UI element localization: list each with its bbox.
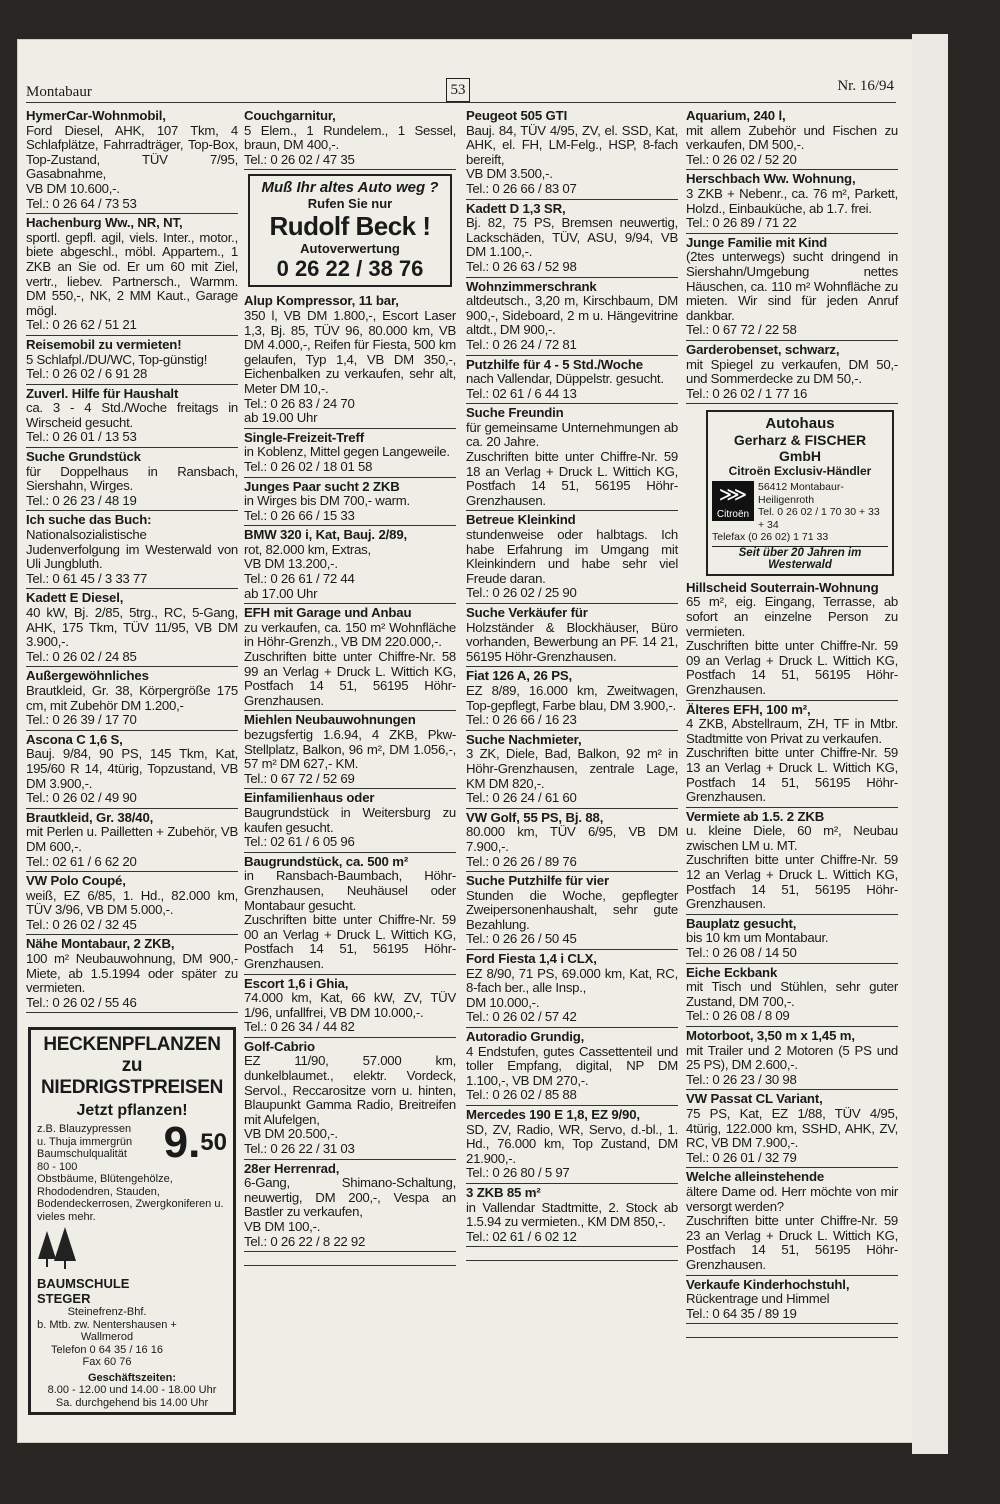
ad-text: mit Spiegel zu verkaufen, DM 50,- und Sommerdecke zu DM 50,-. Tel.: 0 26 02 / 1 77 16 — [686, 356, 898, 401]
autohaus-tagline: Citroën Exclusiv-Händler — [728, 464, 872, 479]
ad-headline: Wohnzimmerschrank — [466, 278, 597, 294]
ad-text: bezugsfertig 1.6.94, 4 ZKB, Pkw-Stellplatz, Balkon, 96 m², DM 1.056,-, 57 m² DM 627,- KM. Tel.: 0 67 72 / 52 69 — [244, 727, 456, 786]
classified-ad — [686, 108, 898, 170]
ad-headline: Betreue Kleinkind — [466, 512, 576, 528]
divider — [686, 1325, 898, 1338]
classified-ad — [686, 235, 898, 341]
ad-list — [26, 108, 238, 1013]
ad-text: weiß, EZ 6/85, 1. Hd., 82.000 km, TÜV 3/96, VB DM 5.000,-. Tel.: 0 26 02 / 32 45 — [26, 887, 238, 932]
ad-headline: Mercedes 190 E 1,8, EZ 9/90, — [466, 1107, 640, 1122]
ad-headline: HymerCar-Wohnmobil, — [26, 108, 166, 123]
classified-ad — [466, 810, 678, 872]
ad-headline: Baugrundstück, ca. 500 m² — [244, 853, 409, 869]
ad-text: in Wirges bis DM 700,- warm. Tel.: 0 26 66 / 15 33 — [244, 493, 410, 523]
ad-text: 3 ZK, Diele, Bad, Balkon, 92 m² in Höhr-Grenzhausen, zentrale Lage, KM DM 820,-. Tel.: 0 26 24 / 61 60 — [466, 746, 678, 806]
ad-list — [244, 293, 456, 1252]
beck-line2: Rufen Sie nur — [307, 196, 393, 212]
ad-text: 4 Endstufen, gutes Cassettenteil und toller Empfang, digital, NP DM 1.100,-, VB DM 270,-. Tel.: 0 26 02 / 85 88 — [466, 1043, 678, 1103]
classified-ad — [26, 449, 238, 511]
beck-ad — [248, 174, 452, 287]
classified-ad — [26, 512, 238, 589]
ad-headline: Ich suche das Buch: — [26, 512, 152, 528]
ad-headline: Aquarium, 240 l, — [686, 108, 786, 123]
ad-headline: Golf-Cabrio — [244, 1038, 315, 1054]
autohaus-address: 56412 Montabaur-Heiligenroth Tel. 0 26 02 / 1 70 30 + 33 + 34 Telefax (0 26 02) 1 71 33 — [712, 481, 880, 544]
classified-ad — [686, 1091, 898, 1168]
ad-text: SD, ZV, Radio, WR, Servo, d.-bl., 1. Hd., 76.000 km, Top Zustand, DM 21.900,-. Tel.: 0 26 80 / 5 97 — [466, 1121, 678, 1181]
ad-text: mit Perlen u. Pailletten + Zubehör, VB DM 600,-. Tel.: 02 61 / 6 62 20 — [26, 824, 238, 869]
ad-text: 65 m², eig. Eingang, Terrasse, ab sofort an einzelne Person zu vermieten. Zuschriften bitte unter Chiffre-Nr. 59 09 an Verlag + Druck L. Wittich KG, Postfach 14 51, 56195 Höhr-Grenzhausen. — [686, 594, 898, 697]
classified-ad — [26, 873, 238, 935]
ad-text: stundenweise oder halbtags. Ich habe Erfahrung im Umgang mit Kleinkindern und habe sehr viel Freude daran. Tel.: 0 26 02 / 25 90 — [466, 527, 678, 601]
classified-ad — [466, 668, 678, 730]
ad-text: in Vallendar Stadtmitte, 2. Stock ab 1.5.94 zu vermieten., KM DM 850,-. Tel.: 02 61 / 6 02 12 — [466, 1199, 678, 1244]
hecken-firm: BAUMSCHULE STEGER — [37, 1276, 130, 1307]
ad-headline: Reisemobil zu vermieten! — [26, 336, 182, 352]
ad-text: Nationalsozialistische Judenverfolgung im Westerwald von Uli Jungbluth. Tel.: 0 61 45 / 3 33 77 — [26, 527, 238, 586]
ad-headline: Ford Fiesta 1,4 i CLX, — [466, 951, 597, 967]
ad-headline: 3 ZKB 85 m² — [466, 1184, 541, 1200]
classified-ad — [686, 1277, 898, 1325]
ad-text: sportl. gepfl. agil, viels. Inter., motor., biete abgeschl., möbl. Appartem., 1 ZKB an Sie od. Er um 60 mit Ziel, vertr., liebev. Partnersch., Warmm. DM 550,-, NK, 2 MM Kaut., Garage mögl. Tel.: 0 26 62 / 51 21 — [26, 229, 238, 333]
column-3 — [466, 108, 678, 1261]
ad-text: zu verkaufen, ca. 150 m² Wohnfläche in Höhr-Grenzh., VB DM 220.000,-. Zuschriften bitte unter Chiffre-Nr. 58 99 an Verlag + Druck L. Wittich KG, Postfach 14 51, 56195 Höhr-Grenzhausen. — [244, 619, 456, 708]
ad-text: rot, 82.000 km, Extras, VB DM 13.200,-. Tel.: 0 26 61 / 72 44 ab 17.00 Uhr — [244, 541, 371, 601]
ad-text: altdeutsch., 3,20 m, Kirschbaum, DM 900,-, Sideboard, 2 m u. Hängevitrine altdt., DM 900,-. Tel.: 0 26 24 / 72 81 — [466, 293, 678, 352]
ad-headline: Älteres EFH, 100 m², — [686, 701, 811, 717]
classified-ad — [244, 854, 456, 975]
classified-ad — [244, 430, 456, 478]
header-rule — [26, 102, 896, 103]
ad-text: Bj. 82, 75 PS, Bremsen neuwertig, Lackschäden, TÜV, ASU, 9/94, VB DM 1.100,-. Tel.: 0 26 63 / 52 98 — [466, 215, 678, 274]
issue-number: Nr. 16/94 — [837, 78, 894, 94]
classified-ad — [466, 512, 678, 604]
classified-ad — [244, 712, 456, 789]
classified-ad — [26, 732, 238, 809]
autohaus-ad — [706, 410, 894, 576]
ad-list — [686, 580, 898, 1325]
ad-text: EZ 8/90, 71 PS, 69.000 km, Kat, RC, 8-fach ber., alle Insp., DM 10.000,-. Tel.: 0 26 02 / 57 42 — [466, 965, 678, 1025]
beck-line1: Muß Ihr altes Auto weg ? — [261, 179, 439, 197]
beck-phone: 0 26 22 / 38 76 — [276, 256, 424, 282]
ad-headline: Suche Freundin — [466, 405, 564, 421]
ad-list — [686, 108, 898, 404]
ad-text: ca. 3 - 4 Std./Woche freitags in Wirscheid gesucht. Tel.: 0 26 01 / 13 53 — [26, 400, 238, 445]
ad-text: in Ransbach-Baumbach, Höhr-Grenzhausen, Neuhäusel oder Montabaur gesucht. Zuschriften bitte unter Chiffre-Nr. 59 00 an Verlag + Druck L. Wittich KG, Postfach 14 51, 56195 Höhr-Grenzhausen. — [244, 868, 456, 971]
header-town: Montabaur — [26, 84, 92, 100]
classified-ad — [26, 386, 238, 448]
ad-headline: VW Polo Coupé, — [26, 873, 126, 889]
ad-text: mit allem Zubehör und Fischen zu verkaufen, DM 500,-. Tel.: 0 26 02 / 52 20 — [686, 122, 898, 167]
ad-headline: Miehlen Neubauwohnungen — [244, 712, 416, 728]
ad-headline: Autoradio Grundig, — [466, 1029, 585, 1045]
classified-ad — [26, 337, 238, 385]
classified-ad — [244, 1161, 456, 1253]
citroen-logo-icon: ⋙ Citroën — [712, 481, 754, 521]
classified-ad — [244, 790, 456, 852]
classified-ad — [26, 810, 238, 872]
ad-text: mit Trailer und 2 Motoren (5 PS und 25 PS), DM 2.600,-. Tel.: 0 26 23 / 30 98 — [686, 1042, 898, 1087]
hecken-example: z.B. Blauzypressen u. Thuja immergrün Baumschulqualität 80 - 100 — [37, 1123, 133, 1173]
classified-ad — [466, 1185, 678, 1247]
ad-text: in Koblenz, Mittel gegen Langeweile. Tel.: 0 26 02 / 18 01 58 — [244, 444, 450, 474]
ad-text: Bauj. 84, TÜV 4/95, ZV, el. SSD, Kat, AHK, el. FH, LM-Felg., HSP, 8-fach bereift, VB DM 3.500,-. Tel.: 0 26 66 / 83 07 — [466, 122, 678, 196]
hecken-address: Steinefrenz-Bhf. b. Mtb. zw. Nentershausen + Wallmerod Telefon 0 64 35 / 16 16 Fax 60 76 — [37, 1306, 177, 1369]
classified-ad — [686, 171, 898, 233]
ad-text: 75 PS, Kat, EZ 1/88, TÜV 4/95, 4türig, 122.000 km, SSHD, AHK, ZV, RC, VB DM 7.900,-. Tel.: 0 26 01 / 32 79 — [686, 1105, 898, 1165]
ad-headline: Suche Nachmieter, — [466, 731, 582, 747]
hecken-subtitle: zu NIEDRIGSTPREISEN — [40, 1055, 224, 1099]
ad-headline: Junges Paar sucht 2 ZKB — [244, 478, 400, 494]
newspaper-page — [18, 40, 920, 1442]
classified-ad — [686, 1169, 898, 1275]
divider — [244, 1253, 456, 1266]
classified-ad — [686, 342, 898, 404]
hecken-title: HECKENPFLANZEN — [43, 1034, 221, 1056]
page-number: 53 — [446, 78, 470, 102]
hecken-slogan: Jetzt pflanzen! — [76, 1102, 188, 1120]
ad-headline: Einfamilienhaus oder — [244, 790, 375, 806]
ad-text: 5 Elem., 1 Rundelem., 1 Sessel, braun, DM 400,-. Tel.: 0 26 02 / 47 35 — [244, 122, 456, 167]
beck-line4: Autoverwertung — [300, 241, 400, 257]
hecken-hours: 8.00 - 12.00 und 14.00 - 18.00 Uhr Sa. durchgehend bis 14.00 Uhr — [47, 1384, 217, 1409]
classified-ad — [26, 215, 238, 336]
hecken-hours-title: Geschäftszeiten: — [87, 1371, 177, 1384]
ad-text: EZ 8/89, 16.000 km, Zweitwagen, Top-gepflegt, Farbe blau, DM 3.900,-. Tel.: 0 26 66 / 16 23 — [466, 682, 678, 728]
ad-headline: Welche alleinstehende — [686, 1169, 825, 1185]
divider — [466, 1248, 678, 1261]
classified-ad — [686, 702, 898, 808]
classified-ad — [26, 668, 238, 730]
ad-headline: Single-Freizeit-Treff — [244, 429, 364, 445]
classified-ad — [466, 873, 678, 950]
ad-text: für Doppelhaus in Ransbach, Siershahn, Wirges. Tel.: 0 26 23 / 48 19 — [26, 463, 238, 508]
classified-ad — [244, 976, 456, 1038]
classified-ad — [466, 405, 678, 511]
ad-text: ältere Dame od. Herr möchte von mir versorgt werden? Zuschriften bitte unter Chiffre-Nr. 59 23 an Verlag + Druck L. Wittich KG, Postfach 14 51, 56195 Höhr-Grenzhausen. — [686, 1183, 898, 1272]
ad-headline: Brautkleid, Gr. 38/40, — [26, 809, 154, 825]
column-2 — [244, 108, 456, 1266]
hecken-ad — [28, 1027, 236, 1415]
ad-text: 80.000 km, TÜV 6/95, VB DM 7.900,-. Tel.: 0 26 26 / 89 76 — [466, 824, 678, 869]
classified-ad — [244, 527, 456, 604]
price-main: 9. — [163, 1118, 201, 1168]
ad-headline: Kadett E Diesel, — [26, 590, 124, 606]
ad-text: (2tes unterwegs) sucht dringend in Siershahn/Umgebung nettes Häuschen, ca. 110 m² Wohnfläche zu mieten. Wir sind für jeden Anruf dankbar. Tel.: 0 67 72 / 22 58 — [686, 249, 898, 338]
ad-headline: BMW 320 i, Kat, Bauj. 2/89, — [244, 527, 408, 543]
ad-headline: Motorboot, 3,50 m x 1,45 m, — [686, 1028, 855, 1043]
ad-headline: Herschbach Ww. Wohnung, — [686, 171, 856, 187]
classified-ad — [466, 951, 678, 1028]
classified-ad — [466, 201, 678, 278]
ad-headline: Fiat 126 A, 26 PS, — [466, 668, 573, 684]
ad-headline: VW Golf, 55 PS, Bj. 88, — [466, 809, 604, 825]
classified-ad — [466, 357, 678, 405]
autohaus-slogan: Seit über 20 Jahren im Westerwald — [712, 546, 888, 571]
ad-text: 4 ZKB, Abstellraum, ZH, TF in Mtbr. Stadtmitte von Privat zu verkaufen. Zuschriften bitte unter Chiffre-Nr. 59 13 an Verlag + Druck L. Wittich KG, Postfach 14 51, 56195 Höhr-Grenzhausen. — [686, 716, 898, 805]
classified-ad — [244, 1039, 456, 1160]
classified-ad — [26, 590, 238, 667]
ad-headline: Couchgarnitur, — [244, 108, 336, 123]
column-1 — [26, 108, 238, 1415]
ad-text: 74.000 km, Kat, 66 kW, ZV, TÜV 1/96, unfallfrei, VB DM 10.000,-. Tel.: 0 26 34 / 44 82 — [244, 990, 456, 1035]
ad-headline: Junge Familie mit Kind — [686, 234, 828, 250]
ad-text: bis 10 km um Montabaur. Tel.: 0 26 08 / 14 50 — [686, 930, 829, 961]
ad-text: mit Tisch und Stühlen, sehr guter Zustand, DM 700,-. Tel.: 0 26 08 / 8 09 — [686, 979, 898, 1024]
ad-text: 350 l, VB DM 1.800,-, Escort Laser 1,3, Bj. 85, TÜV 96, 80.000 km, VB DM 4.000,-, Reifen für Fiesta, 500 km gelaufen, Typ 1,4, VB DM 350,-, Eichenbalken zu verkaufen, sehr alt, Meter DM 10,-. Tel.: 0 26 83 / 24 70 ab 19.00 Uhr — [244, 307, 456, 426]
ad-text: Ford Diesel, AHK, 107 Tkm, 4 Schlafplätze, Fahrradträger, Top-Box, Top-Zustand, TÜV 7/95, Gasabnahme, VB DM 10.600,-. Tel.: 0 26 64 / 73 53 — [26, 122, 238, 211]
ad-text: 3 ZKB + Nebenr., ca. 76 m², Parkett, Holzd., Einbauküche, ab 1.7. frei. Tel.: 0 26 89 / 71 22 — [686, 185, 898, 231]
ad-headline: 28er Herrenrad, — [244, 1160, 340, 1176]
ad-headline: Kadett D 1,3 SR, — [466, 200, 566, 216]
hecken-price — [163, 1118, 227, 1168]
autohaus-name: Gerharz & FISCHER GmbH — [733, 432, 867, 465]
ad-text: nach Vallendar, Düppelstr. gesucht. Tel.: 02 61 / 6 44 13 — [466, 371, 664, 401]
ad-text: 5 Schlafpl./DU/WC, Top-günstig! Tel.: 0 26 02 / 6 91 28 — [26, 351, 208, 382]
ad-text: für gemeinsame Unternehmungen ab ca. 20 Jahre. Zuschriften bitte unter Chiffre-Nr. 59 18 an Verlag + Druck L. Wittich KG, Postfach 14 51, 56195 Höhr-Grenzhausen. — [466, 419, 678, 508]
classified-ad — [26, 936, 238, 1013]
price-cents: 50 — [200, 1129, 227, 1157]
ad-headline: Hillscheid Souterrain-Wohnung — [686, 579, 879, 595]
ad-headline: Suche Verkäufer für — [466, 605, 588, 620]
classified-ad — [466, 732, 678, 809]
ad-headline: Nähe Montabaur, 2 ZKB, — [26, 936, 175, 952]
classified-ad — [26, 108, 238, 214]
ad-headline: Putzhilfe für 4 - 5 Std./Woche — [466, 356, 643, 372]
classified-ad — [244, 108, 456, 170]
ad-text: Brautkleid, Gr. 38, Körpergröße 175 cm, mit Zubehör DM 1.200,- Tel.: 0 26 39 / 17 70 — [26, 682, 238, 728]
classified-ad — [244, 293, 456, 428]
ad-headline: Peugeot 505 GTI — [466, 108, 568, 123]
ad-text: u. kleine Diele, 60 m², Neubau zwischen LM u. MT. Zuschriften bitte unter Chiffre-Nr. 59 12 an Verlag + Druck L. Wittich KG, Postfach 14 51, 56195 Höhr-Grenzhausen. — [686, 823, 898, 912]
classified-ad — [244, 479, 456, 527]
ad-text: EZ 11/90, 57.000 km, dunkelblaumet., elektr. Vordeck, Servol., Reccarositze vorn u. hinten, Blaupunkt Gamma Radio, Breitreifen mit Alufelgen, VB DM 20.500,-. Tel.: 0 26 22 / 31 03 — [244, 1053, 456, 1157]
classified-ad — [244, 605, 456, 711]
autohaus-title: Autohaus — [765, 415, 835, 433]
ad-headline: Escort 1,6 i Ghia, — [244, 975, 349, 991]
ad-headline: Garderobenset, schwarz, — [686, 341, 840, 357]
ad-headline: EFH mit Garage und Anbau — [244, 605, 412, 621]
column-4 — [686, 108, 898, 1338]
ad-headline: Suche Putzhilfe für vier — [466, 873, 609, 889]
ad-headline: Bauplatz gesucht, — [686, 915, 797, 931]
beck-name: Rudolf Beck ! — [269, 211, 431, 242]
ad-text: 40 kW, Bj. 2/85, 5trg., RC, 5-Gang, AHK, 175 Tkm, TÜV 11/95, VB DM 3.900,-. Tel.: 0 26 02 / 24 85 — [26, 605, 238, 664]
ad-text: Rückentrage und Himmel Tel.: 0 64 35 / 89 19 — [686, 1291, 830, 1321]
classified-ad — [686, 809, 898, 915]
tree-icon — [37, 1227, 79, 1276]
ad-text: Bauj. 9/84, 90 PS, 145 Tkm, Kat, 195/60 R 14, 4türig, Topzustand, VB DM 3.900,-. Tel.: 0 26 02 / 49 90 — [26, 746, 238, 806]
classified-ad — [466, 279, 678, 356]
classified-ad — [466, 108, 678, 200]
ad-list — [466, 108, 678, 1247]
ad-headline: Ascona C 1,6 S, — [26, 731, 123, 747]
hecken-body: Obstbäume, Blütengehölze, Rhododendren, Stauden, Bodendeckerrosen, Zwergkoniferen u. vieles mehr. — [37, 1173, 224, 1223]
ad-text: Holzständer & Blockhäuser, Büro vorhanden, Bewerbung an PF. 14 21, 56195 Höhr-Grenzhausen. — [466, 619, 678, 664]
ad-headline: VW Passat CL Variant, — [686, 1091, 823, 1107]
ad-text: Baugrundstück in Weitersburg zu kaufen gesucht. Tel.: 02 61 / 6 05 96 — [244, 804, 456, 850]
classified-ad — [686, 916, 898, 964]
ad-headline: Hachenburg Ww., NR, NT, — [26, 215, 183, 231]
ad-headline: Zuverl. Hilfe für Haushalt — [26, 385, 179, 401]
ad-text: 100 m² Neubauwohnung, DM 900,- Miete, ab 1.5.1994 oder später zu vermieten. Tel.: 0 26 02 / 55 46 — [26, 951, 238, 1010]
logo-text: Citroën — [716, 509, 750, 521]
ad-headline: Eiche Eckbank — [686, 964, 778, 980]
ad-headline: Außergewöhnliches — [26, 668, 149, 684]
ad-headline: Verkaufe Kinderhochstuhl, — [686, 1276, 850, 1292]
classified-ad — [466, 1107, 678, 1184]
classified-ad — [686, 580, 898, 701]
classified-ad — [466, 1029, 678, 1106]
ad-text: 6-Gang, Shimano-Schaltung, neuwertig, DM 200,-, Vespa an Bastler zu verkaufen, VB DM 100,-. Tel.: 0 26 22 / 8 22 92 — [244, 1175, 456, 1249]
classified-ad — [686, 965, 898, 1027]
classified-ad — [466, 605, 678, 667]
ad-headline: Vermiete ab 1.5. 2 ZKB — [686, 808, 825, 824]
classified-ad — [686, 1028, 898, 1090]
ad-headline: Alup Kompressor, 11 bar, — [244, 293, 399, 309]
ad-headline: Suche Grundstück — [26, 449, 141, 465]
ad-text: Stunden die Woche, gepflegter Zweipersonenhaushalt, sehr gute Bezahlung. Tel.: 0 26 26 / 50 45 — [466, 887, 678, 947]
ad-list — [244, 108, 456, 170]
